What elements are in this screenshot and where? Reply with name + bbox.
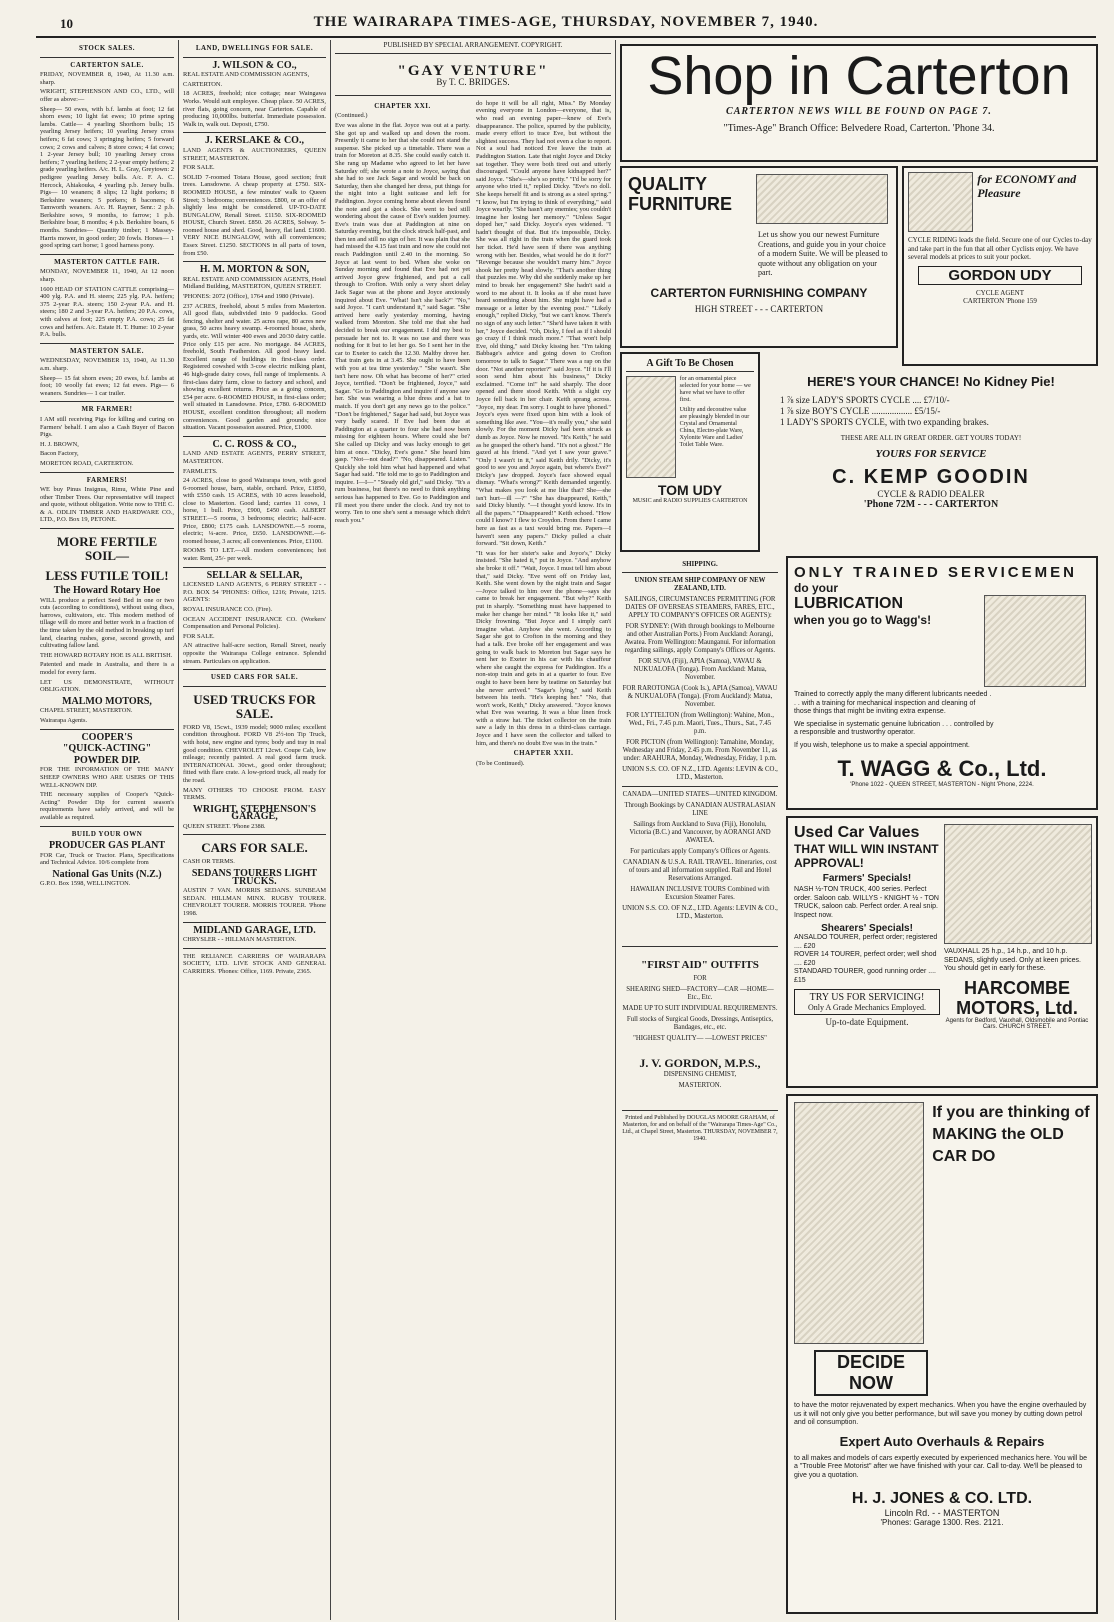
story-title: "GAY VENTURE" [397,62,549,79]
text: ROOMS TO LET.—All modern conveniences; hot water. Rent, 25/- per week. [183,547,326,563]
text: FARMLETS. [183,467,218,475]
ad-text: Trained to correctly apply the many different lubricants needed . . . with a training for mechanical inspection and cleaning of those things that might be inviting extra expense. [794,691,992,715]
section-header: SHIPPING. [682,560,718,568]
text: Bacon Factory, [40,450,79,458]
heading: USED TRUCKS FOR SALE. [193,691,316,721]
text: 1600 HEAD OF STATION CATTLE comprising— 400 ylg. P.A. and H. steers; 225 ylg. P.A. heifers; 375 2-year P.A. steers; 150 2-year P.A. and H. steers; 180 2 and 3-year P.A. heifers; 20 P.A. cows, with calves at foot; 225 empty P.A. cows; 25 fat cows and heifers. A/c. Estate H. T. Hume: 10 2-year P.A. bulls. [40,285,174,339]
heading: MR FARMER! [81,405,133,414]
text: "HIGHEST QUALITY— —LOWEST PRICES" [633,1035,767,1042]
newspaper-title: THE WAIRARAPA TIMES-AGE, THURSDAY, NOVEMBER 7, 1940. [313,14,819,30]
ad-company: CARTERTON FURNISHING COMPANY [650,285,868,300]
ad-sub: CYCLE AGENT [975,288,1025,297]
list-item: 1 ⅞ size LADY'S SPORTS CYCLE .... £7/10/- [780,395,950,405]
banner-subtitle: CARTERTON NEWS WILL BE FOUND ON PAGE 7. [726,106,992,117]
text: FOR SALE. [183,632,215,640]
ad-text: VAUXHALL 25 h.p., 14 h.p., and 10 h.p. SEDANS, slightly used. Only at keen prices. You should get in early for these. [944,948,1081,972]
ad-text: to all makes and models of cars expertly executed by experienced mechanics here. You will be a "Trouble Free Motorist" after we have finished with your car. Call to-day. We'll be pleased to give you a quotation. [794,1454,1087,1479]
text: Sheep— 15 fat shorn ewes; 20 ewes, b.f. lambs at foot; 10 woolly fat ewes; 12 fat ewes. Pigs— 6 weaners. Sundries— 1 car trailer. [40,374,174,397]
text: FOR [693,975,707,982]
text: MONDAY, NOVEMBER 11, 1940, At 12 noon sharp. [40,268,174,284]
heading: CARS FOR SALE. [201,840,308,856]
text: CASH OR TERMS. [183,858,235,866]
ad-name: T. WAGG & Co., Ltd. [837,756,1047,781]
heading: BUILD YOUR OWN [71,829,143,838]
heading: WRIGHT, STEPHENSON'S GARAGE, [192,803,317,823]
text: WEDNESDAY, NOVEMBER 13, 1940, At 11.30 a.m. sharp. [40,357,174,372]
ad-heading: LUBRICATION [794,595,904,612]
text: REAL ESTATE AND COMMISSION AGENTS, [183,71,310,79]
list-item: ANSALDO TOURER, perfect order; registered .... £20 [794,934,938,950]
first-aid-column [620,940,780,1616]
ad-heading: If you are thinking of MAKING the OLD CAR DO [932,1104,1090,1165]
ad-text: We specialise in systematic genuine lubrication . . . controlled by a responsible and trustworthy operator. [794,720,994,736]
ad-name: J. V. GORDON, M.P.S., [639,1056,761,1070]
ad-heading: HERE'S YOUR CHANCE! No Kidney Pie! [807,374,1055,389]
ad-text: YOURS FOR SERVICE [875,448,987,460]
ad-text: Let us show you our newest Furniture Creations, and guide you in your choice of a modern Suite. We will be pleased to quote without any obligation on your part. [758,230,888,277]
text: FOR SUVA (Fiji), APIA (Samoa), VAVAU & NUKUALOFA (Tonga). From Auckland: Matua, November. [633,658,767,681]
ad-address: 'Phone 1022 - QUEEN STREET, MASTERTON - Night 'Phone, 2224. [850,782,1034,788]
text: SHEARING SHED—FACTORY—CAR —HOME—Etc., Etc. [626,986,774,1001]
ad-heading: Farmers' Specials! [822,873,912,884]
text: FOR PICTON (from Wellington): Tamahine, Monday, Wednesday and Friday, 2.45 p.m. From November 11, as under: ARAHURA, Monday, Wednesday, Friday, 1 p.m. [622,739,778,762]
list-item: 1 LADY'S SPORTS CYCLE, with two expanding brakes. [780,417,989,427]
ad-heading: Shearers' Specials! [821,923,913,934]
text: 24 ACRES, close to good Wairarapa town, with good 6-roomed house, barn, stable, orchard. Price, £1850, with £550 cash. 15 ACRES, with 10 acres leasehold, close to Masterton. Good land; carries 11 cows, 1 horse, 1 bull. Price, £900, £450 cash. ALBERT STREET.—5 rooms, 3 bedrooms; electric; half-acre. Price, £800; £175 cash. LANSDOWNE.—5 rooms, electric; ¼-acre. Price, £650. LANSDOWNE.—6-roomed house, 3 acres; all conveniences. Price, £1100. [183,477,326,545]
ad-name: HARCOMBE MOTORS, Ltd. [956,977,1078,1018]
heading: MALMO MOTORS, [62,695,152,707]
ad-text: to have the motor rejuvenated by expert mechanics. When you have the engine overhauled by us it will not only give you better performance, but will save you money by cutting down petrol and oil consumption. [794,1402,1087,1426]
gift-ad [620,352,760,552]
text: CANADIAN & U.S.A. RAIL TRAVEL. Itineraries, cost of tours and all information supplied. Rail and Hotel Reservations Arranged. [623,859,777,882]
text: MANY OTHERS TO CHOOSE FROM. EASY TERMS. [183,786,326,802]
text: SAILINGS, CIRCUMSTANCES PERMITTING (FOR DATES OF OVERSEAS STEAMERS, FARES, ETC., APPLY TO COMPANY'S OFFICES OR AGENTS): [624,596,776,619]
serviceman-illustration-icon [984,595,1086,687]
text: LAND AND ESTATE AGENTS, PERRY STREET, MASTERTON. [183,450,326,465]
page-number: 10 [60,16,73,31]
text: OCEAN ACCIDENT INSURANCE CO. (Workers' Compensation and Personal Policies). [183,615,326,631]
ad-heading: do your [794,581,838,595]
story-text: Eve was alone in the flat. Joyce was out at a party. She got up and walked up and down the room. Presently it came to her that she could not stand the suspense. She picked up a timetable. There was a train for Moreton at 8.35. She could easily catch it. She rang up Madame who agreed to let her have Saturday off; she wrote a note to Joyce, saying that she had to see Jack Sagar and would be back on Saturday, then she changed her dress, put things for the night into a light suitcase and left for Paddington. Joyce coming home about eleven found the note and got a shock. She went to bed still wondering about the cause of Eve's sudden journey. Eve's train was due at Paddington at nine on Saturday evening, but the clock struck half-past, and then ten and still no sign of her. It was plain that she had missed the 4.15 fast train and now she could not reach Paddington until 2.40 in the morning. So Joyce at last went to bed. When she woke on Sunday morning and found that Eve had not yet arrived Joyce grew frightened, and put a call through to Crofton. With only a very short delay Jack Sagar was at the phone and Joyce anxiously inquired about Eve. "What! Isn't she back?" "No," said Joyce. "I can't understand it," said Sagar. "She arrived here early yesterday morning, having walked from Moreton. She told me that she had decided to break our engagement. I did my best to persuade her not to. It was no use and there was nothing for it but to let her go. So I sent her in the car to Exeter to catch the 12.30. Maltby drove her. That train gets in at 3.45. She ought to have been with you at tea time yesterday." "She wasn't. She isn't here now. Oh what has become of her?" cried Joyce, terrified. "Don't be frightened, Joyce," said Sagar. "Go to Paddington and inquire if anyone saw her. She was wearing a blue dress and a hat to match. If you don't get any news go to the police." "Don't be frightened," Sagar had said, but Joyce was very badly scared. If Eve had been due at Paddington at a quarter to four she had now been missing for eighteen hours. Where could she be? She called up Dicky and was lucky enough to get him at once. "Dicky, Eve's gone." She heard him gasp. "Not—not dead?" "No, disappeared. Listen." Quickly she told him what had happened and what Sagar had said. "He told me to go to Paddington and inquire. I—I—" "Steady old girl," said Dicky. "It's a rum business, but there's no need to think anything serious has happened to Eve. Go to Paddington and I'll meet you there under the clock. And try not to worry. Ten to one she's sent a message which didn't reach you." [335,121,470,524]
column-divider [178,40,179,1620]
ad-name: GORDON UDY [918,266,1082,285]
ad-heading: when you go to Wagg's! [794,613,932,627]
text: MASTERTON. [678,1082,722,1089]
text: THE HOWARD ROTARY HOE IS ALL BRITISH. [40,651,173,659]
text: FOR SYDNEY: (With through bookings to Melbourne and other Australian Ports.) From Auckland: Aorangi, Awatea. From Wellington: Maunganui. For information regarding sailings, apply Company's Offices or Agents. [624,623,776,654]
text: (To be Continued). [476,759,525,767]
list-item: ROVER 14 TOURER, perfect order; well shod .... £20 [794,951,937,967]
heading: C. C. ROSS & CO., [212,438,297,450]
ad-address: 'Phone 72M - - - CARTERTON [863,499,999,510]
cyclist-illustration-icon [908,172,973,232]
text: FOR LYTTELTON (from Wellington): Wahine, Mon., Wed., Fri., 7.45 p.m. Maori, Tues., Thurs., Sat., 7.45 p.m. [626,712,774,735]
column-divider [615,40,616,1620]
ad-name: TOM UDY [657,482,723,498]
text: WILL produce a perfect Seed Bed in one or two cuts (according to conditions), without using discs, harrows, cultivators, etc. This modern method of tillage will do more and better work in a fraction of the time taken by the old method in breaking up turf land, clearing rushes, gorse, second growth, and cultivating fallow land. [40,596,174,650]
text: FRIDAY, NOVEMBER 8, 1940, At 11.30 a.m. sharp. [40,71,174,86]
heading: J. KERSLAKE & CO., [205,135,304,147]
ad-text: NASH ½-TON TRUCK, 400 series. Perfect order. Saloon cab. WILLYS - KNIGHT ½ - TON TRUCK, saloon cab. Perfect order. A real snip. Inspect now. [794,886,939,919]
text: For particulars apply Company's Offices or Agents. [630,848,770,855]
text: UNION S.S. CO. OF N.Z., LTD. Agents: LEVIN & CO., LTD., Masterton. [622,905,778,920]
ad-text: If you wish, telephone us to make a special appointment. [794,741,970,749]
text: CHAPEL STREET, MASTERTON. [40,707,133,715]
ad-heading: THAT WILL WIN INSTANT APPROVAL! [794,842,939,870]
chapter-heading: CHAPTER XXI. [374,101,431,110]
text: WRIGHT, STEPHENSON AND CO., LTD., will offer as above:— [40,88,174,103]
text: FOR RAROTONGA (Cook Is.), APIA (Samoa), VAVAU & NUKUALOFA (Tonga). (From Auckland): Matua, November. [622,685,778,708]
ad-name: C. KEMP GOODIN [832,466,1030,488]
heading: MIDLAND GARAGE, LTD. [193,924,316,936]
section-header: LAND, DWELLINGS FOR SALE. [195,44,314,52]
text: 'PHONES: 2072 (Office), 1764 and 1980 (Private). [183,293,314,301]
text: AN attractive half-acre section, Renall Street, nearly opposite the Wairarapa College entrance. Splendid stream. Particulars on application. [183,642,326,665]
story-author: By T. C. BRIDGES. [436,77,510,88]
heading: MASTERTON SALE. [69,346,145,355]
ad-name: H. J. JONES & CO. LTD. [851,1490,1033,1507]
ad-text: TRY US FOR SERVICING! [809,992,925,1003]
column-stock-sales [40,42,174,1620]
ad-address: Agents for Bedford, Vauxhall, Oldsmobile and Pontiac Cars. CHURCH STREET. [945,1017,1089,1030]
text: ROYAL INSURANCE CO. (Fire). [183,606,273,613]
ad-text: CYCLE RIDING leads the field. Secure one of our Cycles to-day and take part in the fun that all other Cyclists enjoy. We have several models at prices to suit your pocket. [908,236,1092,261]
old-car-illustration-icon [794,1102,924,1344]
shop-in-carterton-banner [620,44,1098,162]
text: WE buy Pinus Insignus, Rimu, White Pine and other Timber Trees. Our representative will inspect and quote, without obligation. Write now to THE C. & A. ODLIN TIMBER AND HARDWARE CO., LTD., P.O. Box 19, PETONE. [40,486,174,524]
text: FOR SALE. [183,164,215,172]
text: UNION S.S. CO. OF N.Z., LTD. Agents: LEVIN & CO., LTD., Masterton. [622,766,778,781]
cars-illustration-icon [944,824,1092,944]
text: 237 ACRES, freehold, about 5 miles from Masterton. All good flats, subdivided into 9 paddocks. Good fencing, shelter and water. 25 acres rape, 80 acres new grass, 50 acres heavy swamp. 4-roomed house, sheds, yards, etc. Will winter 400 ewes and 20/30 dairy cattle. Price only £15 per acre. No mortgage. 84 ACRES, freehold, South Featherston. All good heavy land. Excellent range of buildings in first-class order. Registered cowshed with 3-cow electric milking plant, 46 high-grade dairy cows, full range of implements. A first-class dairy farm, close to factory and school, and showing excellent returns. Price as a going concern, £54 per acre. 6-ROOMED HOUSE, in first-class order; well situated in Lansdowne. Price, £780. 6-ROOMED HOUSE, excellent condition throughout; all modern conveniences. Good garden and grounds; nice situation. Vacant possession assured. Price, £1000. [183,302,326,432]
harcombe-ad [786,816,1098,1088]
heading: MASTERTON CATTLE FAIR. [54,257,160,266]
heading: CARTERTON SALE. [70,60,144,69]
column-land-dwellings [183,42,326,1620]
text: AUSTIN 7 VAN. MORRIS SEDANS. SUNBEAM SEDAN. HILLMAN MINX. RUGBY TOURER. CHEVROLET TOURER. MORRIS TOURER. 'Phone 1998. [183,887,326,918]
ad-address: 'Phones: Garage 1300. Res. 2121. [880,1518,1004,1527]
column-divider [330,40,331,1620]
heading: LESS FUTILE TOIL! [45,568,169,584]
text: Through Bookings by CANADIAN AUSTRALASIAN LINE [624,802,776,817]
text: Wairarapa Agents. [40,716,88,724]
ad-text: THESE ARE ALL IN GREAT ORDER. GET YOURS TODAY! [840,434,1022,442]
ad-sub: CYCLE & RADIO DEALER [877,489,985,499]
list-item: STANDARD TOURER, good running order .... £15 [794,968,936,984]
section-header: USED CARS FOR SALE. [210,673,299,682]
text: THE RELIANCE CARRIERS OF WAIRARAPA SOCIETY, LTD. LIVE STOCK AND GENERAL CARRIERS. 'Phones: Office, 1169. Private, 2365. [183,952,326,975]
text: HAWAIIAN INCLUSIVE TOURS Combined with Excursion Steamer Fares. [630,886,770,901]
ad-heading: A Gift To Be Chosen [626,358,754,372]
shipping-column [620,558,780,938]
heading: MORE FERTILE SOIL— [56,534,158,564]
text: MORETON ROAD, CARTERTON. [40,459,134,467]
banner-office: "Times-Age" Branch Office: Belvedere Road, Carterton. 'Phone 34. [723,123,995,134]
text: I AM still receiving Pigs for killing and curing on Farmers' behalf. I am also a Cash Buyer of Bacon Pigs. [40,415,174,439]
text: FORD V8, 15cwt., 1939 model; 9000 miles; excellent condition throughout. FORD V8 2½-ton Tip Truck, with hoist, new engine and tyres; body and tray in real good condition. CHEVROLET 12cwt. Coupe Cab, low mileage; recently painted. A real good farm truck. INTERNATIONAL 30cwt., good order throughout; fitted with flare crate. A low-priced truck, all ready for the road. [183,723,326,784]
text: (Continued.) [335,112,368,120]
text: SOLID 7-roomed Totara House, good section; fruit trees. Lansdowne. A cheap property at £750. SIX-ROOMED HOUSE, a few minutes' walk to Queen Street; 3 bedrooms; conveniences. £800, or an offer of slightly less might be considered. UP-TO-DATE BUNGALOW, Renall Street. £1150. SIX-ROOMED HOUSE, Church Street. £850. 26 ACRES, Solway. 5-roomed house and shed. Good, heavy, flat land. £1600. VERY NICE BUNGALOW, with all conveniences; Essex Street. £1250. SECTIONS in all parts of town, from £50. [183,173,326,257]
furniture-ad [620,166,898,348]
text: LET US DEMONSTRATE, WITHOUT OBLIGATION. [40,678,174,694]
text: CHRYSLER - - HILLMAN MASTERTON. [183,936,297,944]
ad-text: Up-to-date Equipment. [825,1017,909,1027]
text: QUEEN STREET. 'Phone 2388. [183,822,266,830]
heading: J. WILSON & CO., [212,59,297,71]
text: CARTERTON. [183,80,223,88]
heading: National Gas Units (N.Z.) [52,868,162,880]
heading: SEDANS TOURERS LIGHT TRUCKS. [191,868,318,887]
ad-address: HIGH STREET - - - CARTERTON [694,303,824,314]
vase-illustration-icon [626,376,676,478]
masthead [36,10,1096,38]
list-item: 1 ⅞ size BOY'S CYCLE .................. £5/15/- [780,406,941,416]
text: Patented and made in Australia, and there is a model for every farm. [40,661,174,676]
text: LICENSED LAND AGENTS, 6 PERRY STREET - - P.O. BOX 54 'PHONES: Office, 1216; Private, 1215. AGENTS: [183,581,326,604]
ad-heading: Used Car Values [794,824,920,841]
heading: The Howard Rotary Hoe [53,585,161,597]
ad-sub: MUSIC and RADIO SUPPLIES CARTERTON [632,498,748,504]
jones-ad [786,1094,1098,1614]
ad-address: CARTERTON 'Phone 159 [963,296,1037,305]
text: Full stocks of Surgical Goods, Dressings, Antiseptics, Bandages, etc., etc. [626,1016,774,1031]
imprint: Printed and Published by DOUGLAS MOORE GRAHAM, of Masterton, for and on behalf of the "Wairarapa Times-Age" Co., Ltd., at Chapel Street, Masterton. THURSDAY, NOVEMBER 7, 1940. [622,1115,778,1142]
ad-heading: ONLY TRAINED SERVICEMEN [794,564,1077,581]
heading: H. M. MORTON & SON, [199,264,310,276]
text: H. J. BROWN, [40,440,79,448]
story-publish-line: PUBLISHED BY SPECIAL ARRANGEMENT. COPYRIGHT. [335,42,611,54]
chapter-heading: CHAPTER XXII. [513,749,574,758]
ad-text: Utility and decorative value are pleasingly blended in our Crystal and Ornamental China, Electro-plate Ware, Xylonite Ware and Ladies' Toilet Table Ware. [679,407,750,448]
text: LAND AGENTS & AUCTIONEERS, QUEEN STREET, MASTERTON. [183,146,326,162]
text: FOR THE INFORMATION OF THE MANY SHEEP OWNERS WHO ARE USERS OF THIS WELL-KNOWN DIP. [40,766,174,789]
ad-text: for an ornamental piece selected for your home — we have what we have to offer first. [679,376,751,403]
cycle-badge: for ECONOMY and Pleasure [977,172,1077,200]
text: CANADA—UNITED STATES—UNITED KINGDOM. [622,791,778,798]
section-header: STOCK SALES. [78,44,136,52]
serial-story [335,42,611,1620]
goodin-ad [764,370,1098,552]
text: FOR Car, Truck or Tractor. Plans, Specifications and Technical Advice. 10/6 complete from [40,851,174,867]
banner-title: Shop in Carterton [647,46,1071,106]
cycle-ad [902,166,1098,366]
furniture-illustration-icon [756,174,888,224]
ad-text: Only A Grade Mechanics Employed. [808,1003,926,1012]
ad-heading: Expert Auto Overhauls & Repairs [839,1433,1045,1449]
heading: POWDER DIP. [73,754,141,766]
text: Sheep— 50 ewes, with b.f. lambs at foot; 12 fat shorn ewes; 10 light fat ewes; 10 prime spring lambs. Cattle— 4 yearling Shorthorn bulls; 15 yearling Jersey heifers; 10 yearling Jersey cross heifers; 6 fat cows; 3 springing heifers; 5 forward cows; 2 cows and calves; 8 store cows; 4 fat cows; 1 2-year Jersey bull; 10 yearling Jersey cross heifers; 7 yearling heifers; 2 2-year empty heifers; 2 grade yearling heifers. A/c. H. L. Gray, Greytown: 2 pedigree yearling Jersey bulls. A/c. F. A. C. Hercock, Ahiakouka, 4 yearling p.b. Jersey bulls. Pigs— 10 weaners; 8 slips; 12 light porkers; 8 Berkshire weaners; 5 porkers; 8 baconers; 6 Tamworth weaners. A/c. H. Rayner, Senr.: 2 p.b. Berkshire sows, 9 months, to farrow; 1 p.b. Berkshire boar, 8 months; 4 p.b. Berkshire boars, 6 months. Sundries— Quantity timber; 1 Massey-Harris mower, in good order; 20 fowls. Horses— 1 good spring cart horse; 1 good harness pony. [40,105,174,250]
ad-heading: DECIDE NOW [814,1350,928,1396]
text: THE necessary supplies of Cooper's "Quick-Acting" Powder Dip for current season's requirements have safely arrived, and will be available as required. [40,791,174,821]
ad-address: Lincoln Rd. - - MASTERTON [884,1508,1000,1518]
story-text: "It was for her sister's sake and Joyce's," Dicky insisted. "She hated it," put in Joyce. "And anyhow she broke it off." "Wait, Joyce. I must tell him about that," said Dicky. "Eve went off on Friday last, Keith. She went down by the night train and Sagar—Joyce talked to him over the phone—says she came to break her engagement. "But why?" Keith put in sharply. "Something must have happened to make her change her mind." "It looks like it," said Dicky frowning. "But Joyce and I simply can't imagine what. Anyhow she went. According to Sagar she got to Crofton in the morning and they had a talk. Eve broke off her engagement and was going to walk back to Moreton but Sagar says he sent her to Exeter in his car with his chauffeur where she caught the express for Paddington. It's a non-stop train and gets in at a quarter to four. Eve ought to have been here by teatime on Saturday but she never arrived." "Sagar's lying," said Keith between his teeth. "He's keeping her." "No, that won't work, Keith," Dicky answered. "Joyce knows what Eve was wearing. It was a blue linen frock with a straw hat. The ticket collector on the train saw a lady in this dress in a third-class carriage. Joyce and I have seen the collector and talked to him, and there's no doubt Eve was in the train." [476,549,611,747]
heading: "QUICK-ACTING" [62,743,152,755]
heading: COOPER'S [81,731,133,743]
heading: FARMERS! [86,475,128,484]
story-text: do hope it will be all right, Miss." By Monday evening everyone in London—everyone, that is, who read an evening paper—knew of Eve's disappearance. The police, spurred by the publicity, made every effort to trace Eve, but without the slightest success. They had not even a clue to report. Not a soul had noticed Eve leave the train at Paddington Station. Late that night Joyce and Dicky sat together. They were both tired out and utterly discouraged. "Could anyone have kidnapped her?" said Joyce. "She's—she's so pretty." "I'd be sorry for anyone who tried it," replied Dicky. "Eve's no doll. She keeps herself fit and is strong as a steel spring." "I know, but I'm trying to think of everything," said Joyce wearily. "She hasn't any enemies; you couldn't imagine her losing her memory." "Unless Sagar doped her," said Dicky. Joyce's eyes widened. "I hadn't thought of that. But it's impossible, Dicky. She was all right in the train when the guard took her ticket. He'd have seen if there was anything wrong with her. Besides, what would he do it for?" "Revenge because she wouldn't marry him." Joyce shook her pretty head slowly. "That's another thing that puzzles me. Why did she suddenly make up her mind to break her engagement? She hadn't said a word to me about it. It looks as if she must have heard something about him. She might have had a message or a letter by the evening post." "Likely enough," replied Dicky, "but we can't know. There's no sign of any such letter." "She'd have taken it with her," Joyce decided. "Oh, Dicky, I feel as if I should go crazy if I think much more." "That won't help Eve, old thing," said Dicky kissing her. "I'm taking Babbage's advice and going down to Crofton tomorrow to talk to Sagar." There was a rap on the door. "Not another reporter?" said Joyce. "If it is I'll soon send him about his business," Dicky exclaimed. "Come in!" he said sharply. The door opened and there stood Keith. With a slight cry Joyce fell back in her chair. Keith sprang across. "Joyce, my dear. I'm sorry. I ought to have 'phoned." Joyce's eyes were fixed upon him with a look of something like awe. "You—it's really you," she said slowly. For the moment Dicky had been struck as dumb as Joyce. Now he moved. "It's Keith," he said as he grasped the other's hand. "It's not a ghost." He gazed at his friend. "And yet I saw your grave." "Only I wasn't in it," said Keith drily. "Dicky, it's good to see you and Joyce again, but where's Eve?" Dicky's jaw dropped. Joyce's face showed equal dismay. "What's wrong?" Keith demanded urgently. "What makes you look at me like that? She—she isn't hurt—ill —?" "She has disappeared, Keith," said Dicky bluntly. "—I thought you'd know. It's in all the papers." "Disappeared!" Keith echoed. "How could I know? I flew to Croydon. From there I came here as fast as a taxi would bring me. Papers—I haven't seen any papers." Dicky pulled a chair forward. "Sit down, Keith." [476,99,611,548]
text: Sailings from Auckland to Suva (Fiji), Honolulu, Victoria (B.C.) and Vancouver, by AORANGI AND AWATEA. [629,821,771,844]
text: REAL ESTATE AND COMMISSION AGENTS, Hotel Midland Building, MASTERTON, QUEEN STREET. [183,275,326,291]
ad-heading: QUALITY FURNITURE [628,174,732,214]
heading: PRODUCER GAS PLANT [48,840,166,852]
heading: SELLAR & SELLAR, [206,569,303,581]
text: UNION STEAM SHIP COMPANY OF NEW ZEALAND, LTD. [634,577,766,592]
text: G.P.O. Box 1598, WELLINGTON. [40,880,131,888]
ad-heading: "FIRST AID" OUTFITS [641,959,759,971]
text: MADE UP TO SUIT INDIVIDUAL REQUIREMENTS. [622,1005,778,1012]
text: 18 ACRES, freehold; nice cottage; near Waingawa Works. Would suit employee. Cheap place. 50 ACRES, river flats, going concern, near Carterton. Capable of producing 10,000lbs. butterfat. Immediate possession. Walk in, walk out. Deposit, £750. [183,90,326,128]
wagg-ad [786,556,1098,810]
text: DISPENSING CHEMIST, [663,1071,737,1078]
